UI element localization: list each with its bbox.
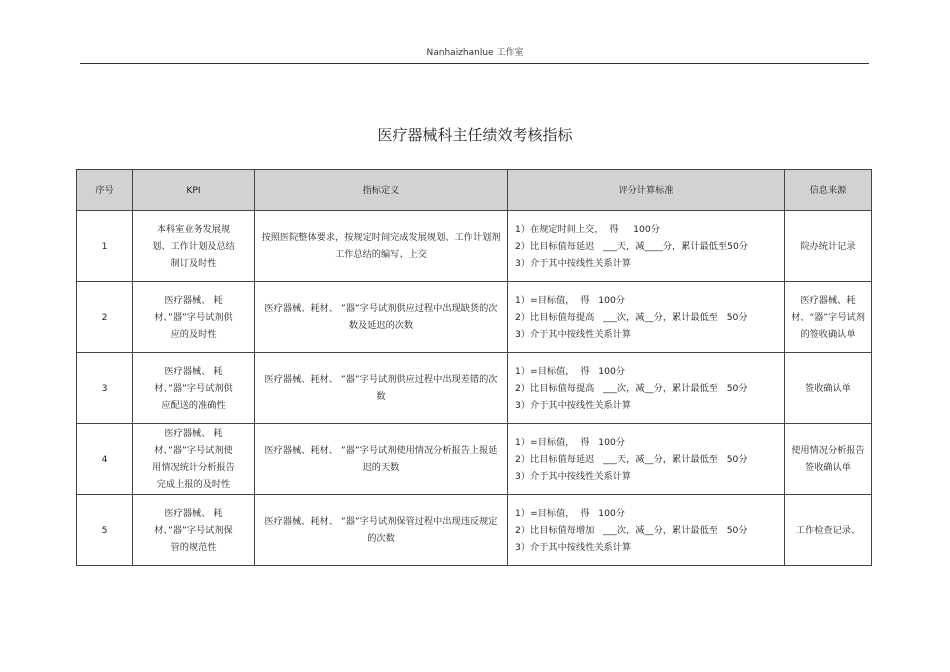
kpi-table	[76, 169, 872, 566]
row-scoring	[508, 424, 785, 495]
row-definition: 医疗器械、耗材、 ”器”字号试剂供应过程中出现差错的次数	[255, 353, 508, 424]
scoring-line: 1）在规定时间上交， 得 100分	[515, 223, 660, 235]
row-scoring	[508, 282, 785, 353]
row-kpi: 医疗器械、 耗材、”器”字号试剂供应的及时性	[133, 282, 255, 353]
scoring-line: 3）介于其中按线性关系计算	[515, 257, 632, 269]
scoring-line: 1）=目标值， 得 100分	[515, 436, 625, 448]
row-kpi: 医疗器械、 耗材、”器”字号试剂保管的规范性	[133, 495, 255, 566]
scoring-line: 1）=目标值， 得 100分	[515, 294, 625, 306]
row-source: 使用情况分析报告签收确认单	[785, 424, 872, 495]
row-index: 5	[77, 495, 133, 566]
row-index: 3	[77, 353, 133, 424]
column-header-kpi: KPI	[133, 170, 255, 211]
table-header-row	[77, 170, 872, 211]
row-definition: 医疗器械、耗材、 ”器”字号试剂使用情况分析报告上报延迟的天数	[255, 424, 508, 495]
table-row	[77, 211, 872, 282]
page-header: Nanhaizhanlue 工作室	[426, 48, 524, 58]
table-row	[77, 353, 872, 424]
scoring-line: 3）介于其中按线性关系计算	[515, 399, 632, 411]
row-source: 工作检查记录、	[785, 495, 872, 566]
row-scoring	[508, 353, 785, 424]
row-source: 医疗器械、耗材、“器”字号试剂的签收确认单	[785, 282, 872, 353]
scoring-line: 3）介于其中按线性关系计算	[515, 470, 632, 482]
column-header-source: 信息来源	[785, 170, 872, 211]
row-source: 院办统计记录	[785, 211, 872, 282]
row-scoring	[508, 495, 785, 566]
scoring-line: 1）=目标值， 得 100分	[515, 507, 625, 519]
header-rule	[80, 63, 869, 64]
scoring-line: 2）比目标值每提高 ___次，减__分，累计最低至 50分	[515, 311, 748, 323]
row-definition: 按照医院整体要求，按规定时间完成发展规划、工作计划剂工作总结的编写、上交	[255, 211, 508, 282]
scoring-line: 3）介于其中按线性关系计算	[515, 328, 632, 340]
row-definition: 医疗器械、耗材、 ”器”字号试剂供应过程中出现缺货的次数及延迟的次数	[255, 282, 508, 353]
row-kpi: 医疗器械、 耗材、”器”字号试剂供应配送的准确性	[133, 353, 255, 424]
table-row	[77, 495, 872, 566]
row-definition: 医疗器械、耗材、 ”器”字号试剂保管过程中出现违反规定的次数	[255, 495, 508, 566]
column-header-scoring: 评分计算标准	[508, 170, 785, 211]
row-source: 签收确认单	[785, 353, 872, 424]
row-scoring	[508, 211, 785, 282]
row-index: 1	[77, 211, 133, 282]
column-header-index: 序号	[77, 170, 133, 211]
row-kpi: 医疗器械、 耗材、”器”字号试剂使用情况统计分析报告完成上报的及时性	[133, 424, 255, 495]
column-header-definition: 指标定义	[255, 170, 508, 211]
row-kpi: 本科室业务发展规划、工作计划及总结制订及时性	[133, 211, 255, 282]
row-index: 2	[77, 282, 133, 353]
scoring-line: 1）=目标值， 得 100分	[515, 365, 625, 377]
table-row	[77, 424, 872, 495]
scoring-line: 3）介于其中按线性关系计算	[515, 541, 632, 553]
document-title: 医疗器械科主任绩效考核指标	[377, 126, 573, 144]
scoring-line: 2）比目标值每延迟 ___天，减____分，累计最低至50分	[515, 240, 749, 252]
scoring-line: 2）比目标值每提高 ___次，减__分，累计最低至 50分	[515, 382, 748, 394]
scoring-line: 2）比目标值每增加 ___次，减__分，累计最低至 50分	[515, 524, 748, 536]
scoring-line: 2）比目标值每延迟 ___天，减__分，累计最低至 50分	[515, 453, 748, 465]
row-index: 4	[77, 424, 133, 495]
table-row	[77, 282, 872, 353]
